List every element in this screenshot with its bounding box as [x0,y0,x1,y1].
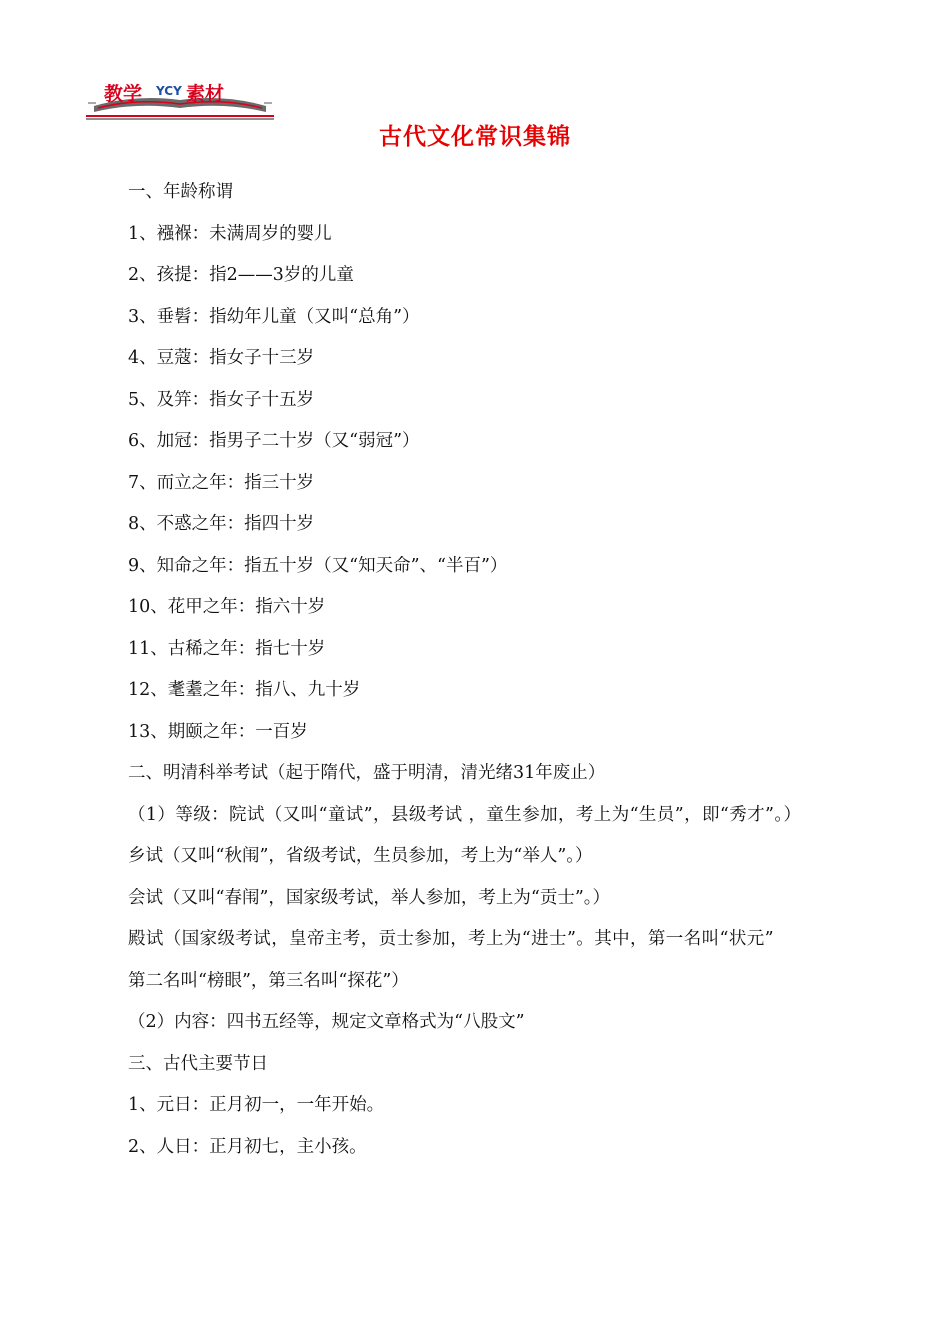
list-item: 6、加冠：指男子二十岁（又“弱冠”） [128,431,420,451]
list-item: 13、期颐之年：一百岁 [128,721,308,742]
paragraph-exam-levels: （1）等级：院试（又叫“童试”，县级考试 ，童生参加，考上为“生员”，即“秀才”。） [128,804,802,825]
list-item: （2）内容：四书五经等，规定文章格式为“八股文” [128,1012,525,1032]
list-item: 3、垂髫：指幼年儿童（又叫“总角”） [128,306,420,327]
logo-text-cn2: 素材 [186,83,225,105]
list-item: 第二名叫“榜眼”，第三名叫“探花”） [128,970,409,991]
logo-graphic [86,76,274,120]
list-item: 10、花甲之年：指六十岁 [128,597,326,617]
paragraph-palace-exam: 殿试（国家级考试，皇帝主考，贡士参加，考上为“进士”。其中，第一名叫“状元” [128,929,774,949]
section-heading-age: 一、年龄称谓 [128,182,233,202]
section-heading-exam: 二、明清科举考试（起于隋代，盛于明清，清光绪31年废止） [128,763,606,783]
list-item: 8、不惑之年：指四十岁 [128,514,315,534]
site-logo [86,76,274,120]
document-title: 古代文化常识集锦 [379,124,571,150]
list-item: 7、而立之年：指三十岁 [128,472,315,493]
list-item: 1、元日：正月初一，一年开始。 [128,1095,385,1115]
list-item: 4、豆蔻：指女子十三岁 [128,348,315,368]
logo-text-latin: YCY [156,84,182,98]
list-item: 2、人日：正月初七，主小孩。 [128,1136,367,1157]
logo-text-cn1: 教学 [104,83,143,105]
list-item: 2、孩提：指2——3岁的儿童 [128,265,354,285]
list-item: 11、古稀之年：指七十岁 [128,638,326,659]
list-item: 9、知命之年：指五十岁（又“知天命”、“半百”） [128,555,508,576]
list-item: 5、及笄：指女子十五岁 [128,389,315,410]
list-item: 乡试（又叫“秋闱”，省级考试，生员参加，考上为“举人”。） [128,846,593,866]
list-item: 12、耄耋之年：指八、九十岁 [128,680,361,700]
section-heading-festivals: 三、古代主要节日 [128,1053,268,1074]
list-item: 会试（又叫“春闱”，国家级考试，举人参加，考上为“贡士”。） [128,887,611,908]
list-item: 1、襁褓：未满周岁的婴儿 [128,223,332,244]
document-body [88,172,863,1168]
